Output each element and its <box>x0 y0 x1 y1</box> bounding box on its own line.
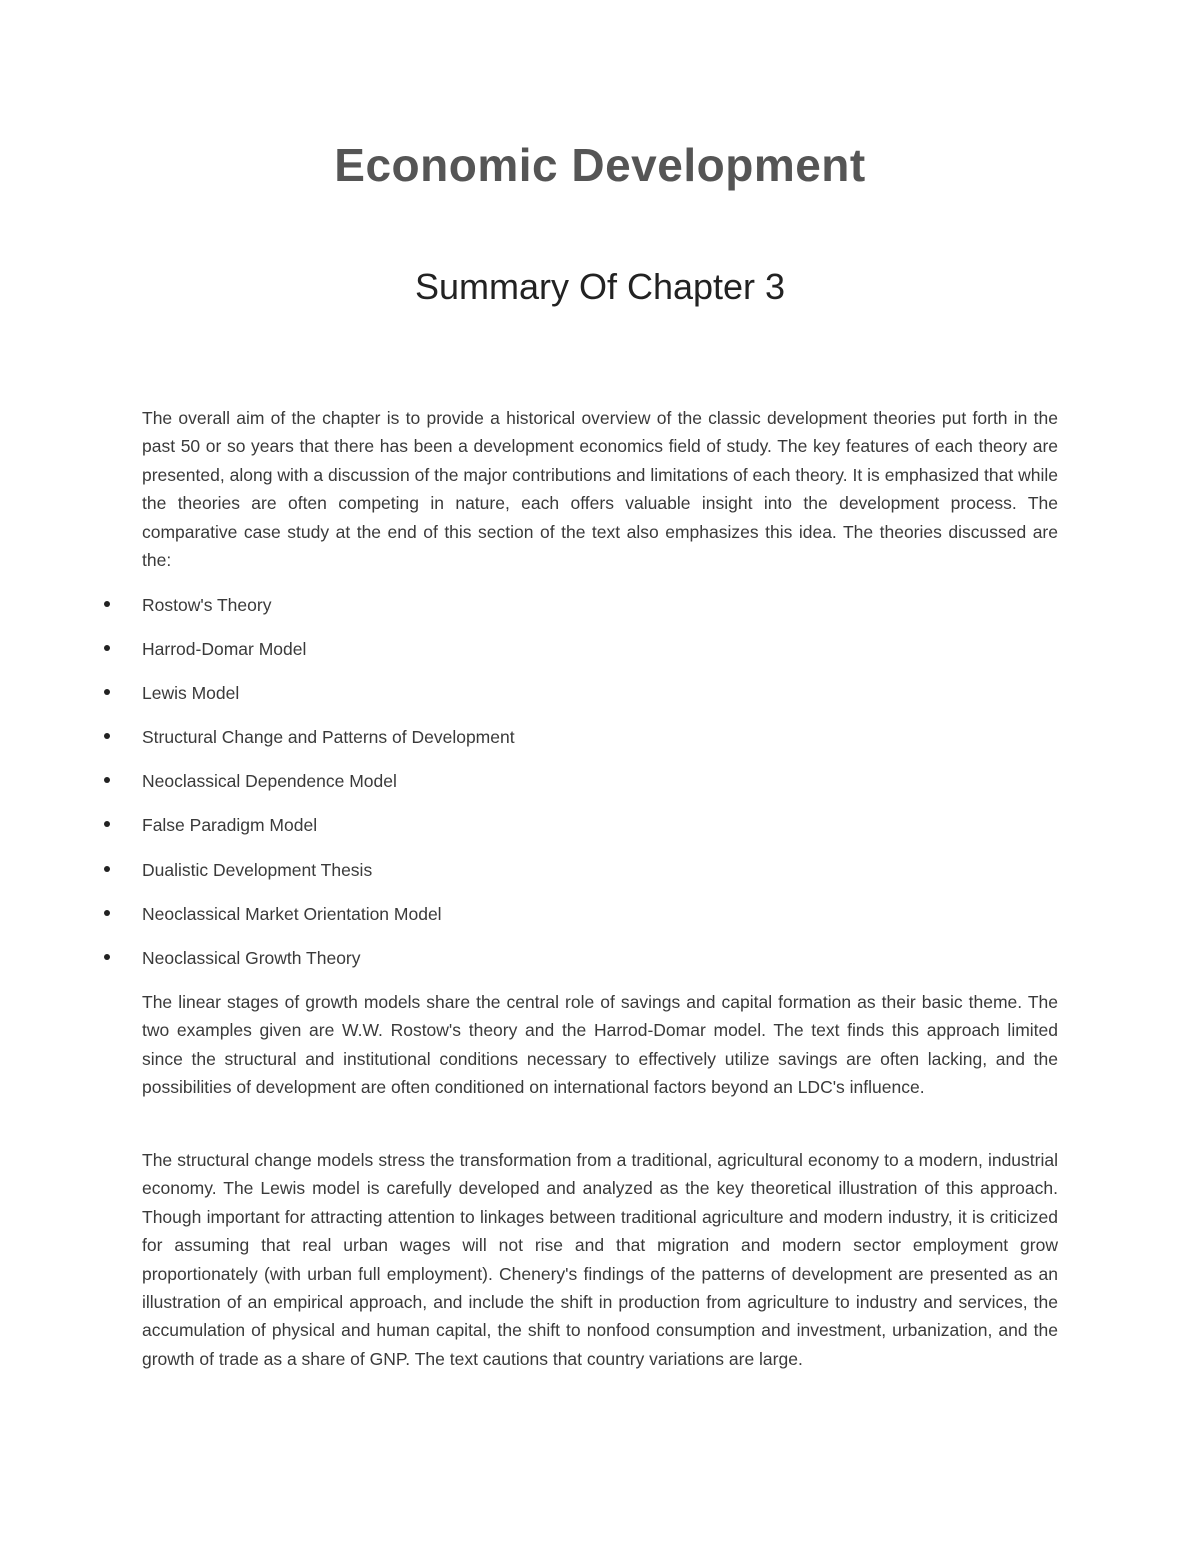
bullet-icon <box>104 601 110 607</box>
linear-stages-paragraph: The linear stages of growth models share the central role of savings and capital formation as their basic theme. The two examples given are W.W. Rostow's theory and the Harrod-Domar model. The text finds this approach limited since the structural and institutional conditions necessary to effectively utilize savings are often lacking, and the possibilities of development are often conditioned on international factors beyond an LDC's influence. <box>142 992 1058 1098</box>
bullet-icon <box>104 777 110 783</box>
list-item-label: False Paradigm Model <box>142 815 318 836</box>
list-item-label: Harrod-Domar Model <box>142 639 307 660</box>
list-item <box>100 766 1060 810</box>
document-subtitle: Summary Of Chapter 3 <box>414 266 786 307</box>
list-item-label: Neoclassical Market Orientation Model <box>142 903 442 924</box>
list-item <box>100 678 1060 722</box>
theories-list <box>100 590 1060 987</box>
list-item <box>100 899 1060 943</box>
bullet-icon <box>104 689 110 695</box>
bullet-icon <box>104 821 110 827</box>
list-item-label: Structural Change and Patterns of Development <box>142 727 515 748</box>
bullet-icon <box>104 866 110 872</box>
bullet-icon <box>104 733 110 739</box>
list-item-label: Neoclassical Dependence Model <box>142 771 397 792</box>
list-item-label: Rostow's Theory <box>142 595 272 615</box>
list-item-label: Dualistic Development Thesis <box>142 859 373 880</box>
list-item <box>100 943 1060 987</box>
list-item <box>100 810 1060 854</box>
bullet-icon <box>104 910 110 916</box>
list-item <box>100 722 1060 766</box>
structural-change-paragraph: The structural change models stress the transformation from a traditional, agricultural economy to a modern, industrial economy. The Lewis model is carefully developed and analyzed as the key theoretical illustration of this approach. Though important for attracting attention to linkages between traditional agriculture and modern industry, it is criticized for assuming that real urban wages will not rise and that migration and modern sector employment grow proportionately (with urban full employment). Chenery's findings of the patterns of development are presented as an illustration of an empirical approach, and include the shift in production from agriculture to industry and services, the accumulation of physical and human capital, the shift to nonfood consumption and investment, urbanization, and the growth of trade as a share of GNP. The text cautions that country variations are large. <box>142 1150 1058 1369</box>
document-title: Economic Development <box>334 139 866 191</box>
bullet-icon <box>104 954 110 960</box>
list-item <box>100 590 1060 634</box>
list-item <box>100 634 1060 678</box>
bullet-icon <box>104 645 110 651</box>
list-item-label: Lewis Model <box>142 683 240 704</box>
intro-paragraph: The overall aim of the chapter is to provide a historical overview of the classic development theories put forth in the past 50 or so years that there has been a development economics field of study. The key features of each theory are presented, along with a discussion of the major contributions and limitations of each theory. It is emphasized that while the theories are often competing in nature, each offers valuable insight into the development process. The comparative case study at the end of this section of the text also emphasizes this idea. The theories discussed are the: <box>142 408 1058 571</box>
list-item <box>100 855 1060 899</box>
list-item-label: Neoclassical Growth Theory <box>142 947 361 968</box>
